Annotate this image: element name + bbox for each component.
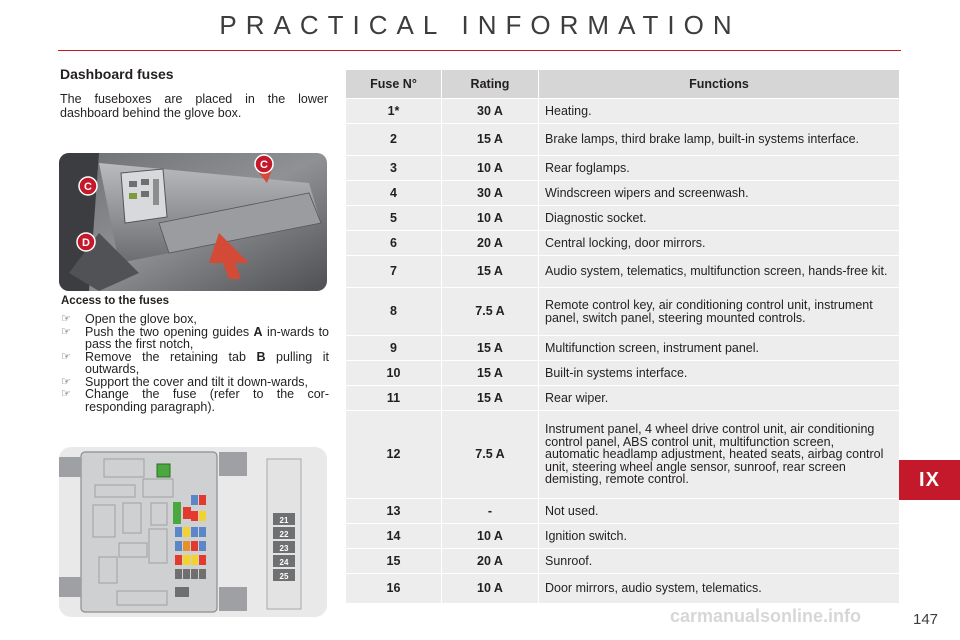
fuse-function: Windscreen wipers and screenwash. xyxy=(539,181,900,206)
fuse-function: Multifunction screen, instrument panel. xyxy=(539,336,900,361)
table-row xyxy=(346,386,900,411)
fuse-rating: 10 A xyxy=(442,524,539,549)
fuse-number: 6 xyxy=(346,231,442,256)
intro-text: The fuseboxes are placed in the lower dashboard behind the glove box. xyxy=(60,92,328,120)
relay-label: 21 xyxy=(279,516,289,525)
table-row xyxy=(346,411,900,499)
fuse-function: Audio system, telematics, multifunction screen, hands-free kit. xyxy=(539,256,900,288)
step-text: Remove the retaining tab xyxy=(85,349,257,364)
fuse-rating: 7.5 A xyxy=(442,288,539,336)
hand-pointer-icon: ☞ xyxy=(61,388,71,400)
table-row xyxy=(346,288,900,336)
column-header-functions: Functions xyxy=(539,70,900,99)
fuse-rating: 20 A xyxy=(442,231,539,256)
table-row xyxy=(346,124,900,156)
hand-pointer-icon: ☞ xyxy=(61,375,71,388)
fuse-number: 5 xyxy=(346,206,442,231)
fuse-function: Central locking, door mirrors. xyxy=(539,231,900,256)
fuse-function: Not used. xyxy=(539,499,900,524)
fuse-number: 1* xyxy=(346,99,442,124)
chapter-tab: IX xyxy=(899,460,960,500)
table-row xyxy=(346,574,900,604)
relay-label: 24 xyxy=(279,558,289,567)
fuse-number: 14 xyxy=(346,524,442,549)
hand-pointer-icon: ☞ xyxy=(61,325,71,338)
relay-label: 23 xyxy=(279,544,289,553)
title-divider xyxy=(58,50,901,51)
fuse-function: Door mirrors, audio system, telematics. xyxy=(539,574,900,604)
access-heading: Access to the fuses xyxy=(61,295,170,307)
table-row xyxy=(346,336,900,361)
fuse-number: 4 xyxy=(346,181,442,206)
fuse-rating: 20 A xyxy=(442,549,539,574)
photo-callout-c-left: C xyxy=(84,181,92,193)
tab-label-b: B xyxy=(256,349,266,364)
fuse-function: Ignition switch. xyxy=(539,524,900,549)
step-text: pulling it outwards, xyxy=(85,349,329,376)
step-text: Push the two opening guides xyxy=(85,324,254,339)
fuse-number: 2 xyxy=(346,124,442,156)
table-row xyxy=(346,499,900,524)
fuse-function: Heating. xyxy=(539,99,900,124)
fuse-number: 10 xyxy=(346,361,442,386)
table-header-row xyxy=(346,70,900,99)
fuse-number: 3 xyxy=(346,156,442,181)
fusebox-diagram xyxy=(59,447,327,617)
fuse-function: Sunroof. xyxy=(539,549,900,574)
fuse-rating: 10 A xyxy=(442,206,539,231)
page-number: 147 xyxy=(913,611,939,628)
fuse-function: Diagnostic socket. xyxy=(539,206,900,231)
step-item xyxy=(61,326,329,351)
fuse-rating: 30 A xyxy=(442,99,539,124)
relay-label: 22 xyxy=(279,530,289,539)
fuse-function: Brake lamps, third brake lamp, built-in systems interface. xyxy=(539,124,900,156)
table-row xyxy=(346,256,900,288)
table-row xyxy=(346,524,900,549)
step-text: Support the cover and tilt it down-wards, xyxy=(85,374,309,389)
page-title: PRACTICAL INFORMATION xyxy=(219,10,741,40)
fuse-function: Remote control key, air conditioning control unit, instrument panel, switch panel, steering mounted controls. xyxy=(539,288,900,336)
column-header-fuse: Fuse N° xyxy=(346,70,442,99)
relay-label: 25 xyxy=(279,572,289,581)
step-text: Change the fuse (refer to the cor-responding paragraph). xyxy=(85,387,329,414)
table-row xyxy=(346,231,900,256)
guide-label-a: A xyxy=(253,324,263,339)
section-heading: Dashboard fuses xyxy=(60,66,174,82)
fusebox-illustration xyxy=(59,447,327,617)
fuse-function: Rear wiper. xyxy=(539,386,900,411)
fuse-rating: - xyxy=(442,499,539,524)
fuse-number: 8 xyxy=(346,288,442,336)
fuse-rating: 15 A xyxy=(442,386,539,411)
access-steps-list xyxy=(61,313,329,413)
fuse-rating: 7.5 A xyxy=(442,411,539,499)
step-text: Open the glove box, xyxy=(85,312,197,326)
glove-box-photo xyxy=(59,153,327,291)
fuse-number: 16 xyxy=(346,574,442,604)
fuse-function: Instrument panel, 4 wheel drive control unit, air conditioning control panel, ABS control unit, multifunction screen, automatic headlamp adjustment, heated seats, airbag control unit, steering wheel angle sensor, sunroof, rear screen demisting, remote control. xyxy=(539,411,900,499)
watermark: carmanualsonline.info xyxy=(670,606,862,626)
photo-callout-d: D xyxy=(82,237,90,249)
fuse-table xyxy=(345,69,900,604)
hand-pointer-icon: ☞ xyxy=(61,350,71,363)
fuse-number: 7 xyxy=(346,256,442,288)
table-row xyxy=(346,181,900,206)
table-row xyxy=(346,99,900,124)
fuse-number: 13 xyxy=(346,499,442,524)
fuse-number: 11 xyxy=(346,386,442,411)
step-item xyxy=(61,351,329,376)
table-row xyxy=(346,549,900,574)
fuse-function: Built-in systems interface. xyxy=(539,361,900,386)
table-row xyxy=(346,361,900,386)
hand-pointer-icon: ☞ xyxy=(61,313,71,325)
fuse-rating: 15 A xyxy=(442,124,539,156)
fuse-number: 9 xyxy=(346,336,442,361)
step-text: in-wards to pass the first notch, xyxy=(85,324,329,351)
fuse-rating: 10 A xyxy=(442,574,539,604)
table-row xyxy=(346,206,900,231)
glove-box-illustration xyxy=(59,153,327,291)
fuse-rating: 15 A xyxy=(442,256,539,288)
fuse-number: 15 xyxy=(346,549,442,574)
table-row xyxy=(346,156,900,181)
fuse-rating: 30 A xyxy=(442,181,539,206)
fuse-rating: 10 A xyxy=(442,156,539,181)
step-item xyxy=(61,388,329,413)
fuse-rating: 15 A xyxy=(442,336,539,361)
column-header-rating: Rating xyxy=(442,70,539,99)
photo-callout-c-right: C xyxy=(260,159,268,171)
fuse-number: 12 xyxy=(346,411,442,499)
fuse-function: Rear foglamps. xyxy=(539,156,900,181)
fuse-rating: 15 A xyxy=(442,361,539,386)
